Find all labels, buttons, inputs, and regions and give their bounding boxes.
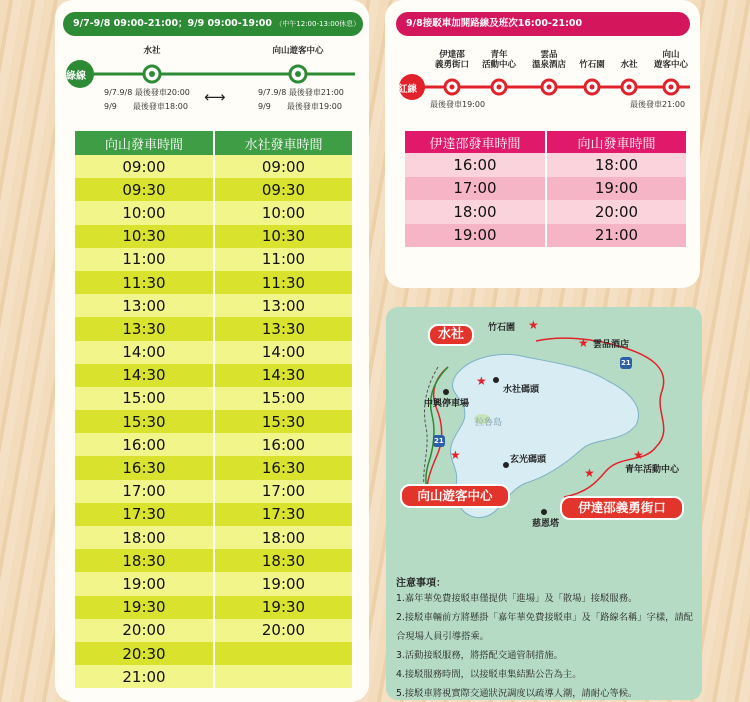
ita-thao-departure-cell: 18:00	[405, 200, 546, 224]
shuishe-departure-cell: 09:00	[214, 155, 353, 178]
red-last-bus-right: 最後發車21:00	[630, 100, 686, 109]
ita-thao-departure-cell: 19:00	[405, 224, 546, 248]
callout-ita-thao: 伊達邵義勇街口	[560, 496, 684, 520]
table-row	[75, 433, 353, 456]
note-item-3: 3.活動接駁服務，將搭配交通管制措施。	[396, 650, 563, 661]
table-row	[75, 178, 353, 201]
table-row	[75, 572, 353, 595]
col-header-ita-thao: 伊達邵發車時間	[405, 131, 546, 153]
table-row	[75, 410, 353, 433]
map-label-zhongxing-parking: 中興停車場	[424, 399, 470, 409]
xiangshan-departure-cell: 16:00	[75, 433, 214, 456]
map-label-the-lalu: 雲品酒店	[593, 340, 630, 350]
red-schedule-table	[405, 131, 688, 247]
shuishe-departure-cell: 16:00	[214, 433, 353, 456]
route-21-label-left: 21	[434, 437, 444, 445]
callout-xiangshan: 向山遊客中心	[400, 484, 510, 508]
table-row	[75, 596, 353, 619]
shuishe-departure-cell: 11:30	[214, 271, 353, 294]
table-row	[75, 665, 353, 688]
xiangshan-departure-cell: 17:30	[75, 503, 214, 526]
map-label-bamboo-garden: 竹石園	[488, 323, 516, 333]
red-stop-label-shuishe: 水社	[620, 60, 638, 70]
table-row	[405, 153, 687, 177]
note-item-5: 5.接駁車將視實際交通狀況調度以疏導人潮，請耐心等候。	[396, 688, 638, 699]
green-last-bus-left: 9/7.9/8 最後發車20:00 9/9 最後發車18:00	[104, 88, 190, 111]
shuishe-departure-cell: 19:00	[214, 572, 353, 595]
table-row	[75, 155, 353, 178]
table-row	[405, 200, 687, 224]
green-line-header-note: （中午12:00-13:00休息）	[275, 20, 361, 28]
xiangshan-departure-cell: 19:00	[75, 572, 214, 595]
shuishe-departure-cell: 10:30	[214, 225, 353, 248]
xuanguang-pier-dot	[503, 462, 509, 468]
table-row	[75, 387, 353, 410]
table-row	[75, 364, 353, 387]
bidirectional-arrow-icon: ⟷	[204, 88, 226, 106]
xiangshan-red-departure-cell: 21:00	[546, 224, 687, 248]
xiangshan-departure-cell: 20:30	[75, 642, 214, 665]
shuishe-departure-cell: 15:00	[214, 387, 353, 410]
green-line-header-text: 9/7-9/8 09:00-21:00；9/9 09:00-19:00	[73, 18, 272, 29]
table-row	[75, 248, 353, 271]
xiangshan-departure-cell: 11:00	[75, 248, 214, 271]
note-item-2: 2.接駁車輛前方將懸掛「嘉年華免費接駁車」及「路線名稱」字樣，請配合現場人員引導搭乘。	[396, 612, 694, 642]
xiangshan-departure-cell: 19:30	[75, 596, 214, 619]
map-label-lalu-island: 拉魯島	[475, 418, 503, 428]
map-label-xuanguang-pier: 玄光碼頭	[510, 455, 547, 465]
red-stop-label-youth-center: 青年 活動中心	[481, 50, 516, 70]
shuishe-departure-cell: 13:00	[214, 294, 353, 317]
xiangshan-departure-cell: 17:00	[75, 480, 214, 503]
xiangshan-departure-cell: 14:30	[75, 364, 214, 387]
shuishe-departure-cell: 18:00	[214, 526, 353, 549]
table-row	[75, 480, 353, 503]
xiangshan-departure-cell: 16:30	[75, 456, 214, 479]
table-row	[75, 201, 353, 224]
red-last-bus-left: 最後發車19:00	[430, 100, 486, 109]
map-label-shuishe-pier: 水社碼頭	[503, 385, 540, 395]
shuishe-departure-cell: 17:30	[214, 503, 353, 526]
xiangshan-departure-cell: 21:00	[75, 665, 214, 688]
notes-title: 注意事項：	[396, 578, 446, 589]
table-row	[75, 271, 353, 294]
xiangshan-departure-cell: 18:30	[75, 549, 214, 572]
col-header-xiangshan-red: 向山發車時間	[546, 131, 687, 153]
table-row	[75, 503, 353, 526]
green-stop-label-xiangshan: 向山遊客中心	[272, 46, 324, 56]
xiangshan-departure-cell: 09:00	[75, 155, 214, 178]
red-line-badge-label: 紅線	[398, 84, 418, 95]
xiangshan-departure-cell: 18:00	[75, 526, 214, 549]
xiangshan-departure-cell: 11:30	[75, 271, 214, 294]
shuishe-departure-cell: 20:00	[214, 619, 353, 642]
ita-thao-departure-cell: 17:00	[405, 177, 546, 201]
cien-pagoda-dot	[541, 509, 547, 515]
shuishe-departure-cell: 11:00	[214, 248, 353, 271]
green-line-header	[63, 12, 363, 36]
svg-text:★: ★	[584, 466, 595, 480]
table-row	[75, 549, 353, 572]
table-row	[75, 225, 353, 248]
shuishe-departure-cell: 14:30	[214, 364, 353, 387]
red-stop-label-the-lalu: 雲品 溫泉酒店	[531, 50, 566, 70]
xiangshan-red-departure-cell: 18:00	[546, 153, 687, 177]
shuishe-pier-dot	[493, 377, 499, 383]
xiangshan-departure-cell: 13:00	[75, 294, 214, 317]
map-label-cien-pagoda: 慈恩塔	[532, 519, 560, 529]
col-header-xiangshan: 向山發車時間	[75, 131, 214, 155]
map-label-youth-center: 青年活動中心	[625, 465, 680, 475]
shuishe-departure-cell: 19:30	[214, 596, 353, 619]
svg-text:★: ★	[578, 336, 589, 350]
route-21-label-top: 21	[621, 359, 631, 367]
callout-shuishe: 水社	[428, 324, 474, 346]
xiangshan-departure-cell: 15:00	[75, 387, 214, 410]
shuishe-departure-cell: 14:00	[214, 341, 353, 364]
table-row	[75, 526, 353, 549]
shuishe-departure-cell: 09:30	[214, 178, 353, 201]
red-line-header	[396, 12, 690, 36]
table-row	[405, 177, 687, 201]
ita-thao-departure-cell: 16:00	[405, 153, 546, 177]
table-row	[75, 294, 353, 317]
xiangshan-departure-cell: 10:30	[75, 225, 214, 248]
xiangshan-departure-cell: 13:30	[75, 317, 214, 340]
shuishe-departure-cell: 10:00	[214, 201, 353, 224]
shuishe-departure-cell: 13:30	[214, 317, 353, 340]
xiangshan-red-departure-cell: 19:00	[546, 177, 687, 201]
xiangshan-departure-cell: 14:00	[75, 341, 214, 364]
shuishe-departure-cell: 18:30	[214, 549, 353, 572]
table-row	[75, 619, 353, 642]
svg-text:★: ★	[450, 448, 461, 462]
table-row	[75, 642, 353, 665]
xiangshan-departure-cell: 15:30	[75, 410, 214, 433]
red-stop-label-ita-thao: 伊達邵 義勇街口	[434, 50, 469, 70]
xiangshan-departure-cell: 09:30	[75, 178, 214, 201]
table-row	[75, 456, 353, 479]
svg-text:★: ★	[476, 374, 487, 388]
green-last-bus-right: 9/7.9/8 最後發車21:00 9/9 最後發車19:00	[258, 88, 344, 111]
green-schedule-table	[75, 131, 354, 688]
note-item-4: 4.接駁服務時間，以接駁車集結點公告為主。	[396, 669, 582, 680]
table-row	[405, 224, 687, 248]
shuishe-departure-cell	[214, 665, 353, 688]
xiangshan-red-departure-cell: 20:00	[546, 200, 687, 224]
svg-text:★: ★	[633, 448, 644, 462]
green-stop-label-shuishe: 水社	[143, 46, 161, 56]
svg-text:★: ★	[528, 318, 539, 332]
shuishe-departure-cell: 17:00	[214, 480, 353, 503]
red-stop-label-bamboo-garden: 竹石園	[579, 60, 605, 70]
col-header-shuishe: 水社發車時間	[214, 131, 353, 155]
zhongxing-parking-dot	[443, 389, 449, 395]
red-stop-label-xiangshan: 向山 遊客中心	[653, 50, 688, 70]
xiangshan-departure-cell: 20:00	[75, 619, 214, 642]
red-line-header-text: 9/8接駁車加開路線及班次16:00-21:00	[406, 18, 583, 29]
table-row	[75, 317, 353, 340]
green-line-badge-label: 綠線	[66, 71, 86, 82]
xiangshan-departure-cell: 10:00	[75, 201, 214, 224]
shuishe-departure-cell: 15:30	[214, 410, 353, 433]
note-item-1: 1.嘉年華免費接駁車僅提供「進場」及「散場」接駁服務。	[396, 593, 638, 604]
shuishe-departure-cell	[214, 642, 353, 665]
table-row	[75, 341, 353, 364]
shuishe-departure-cell: 16:30	[214, 456, 353, 479]
